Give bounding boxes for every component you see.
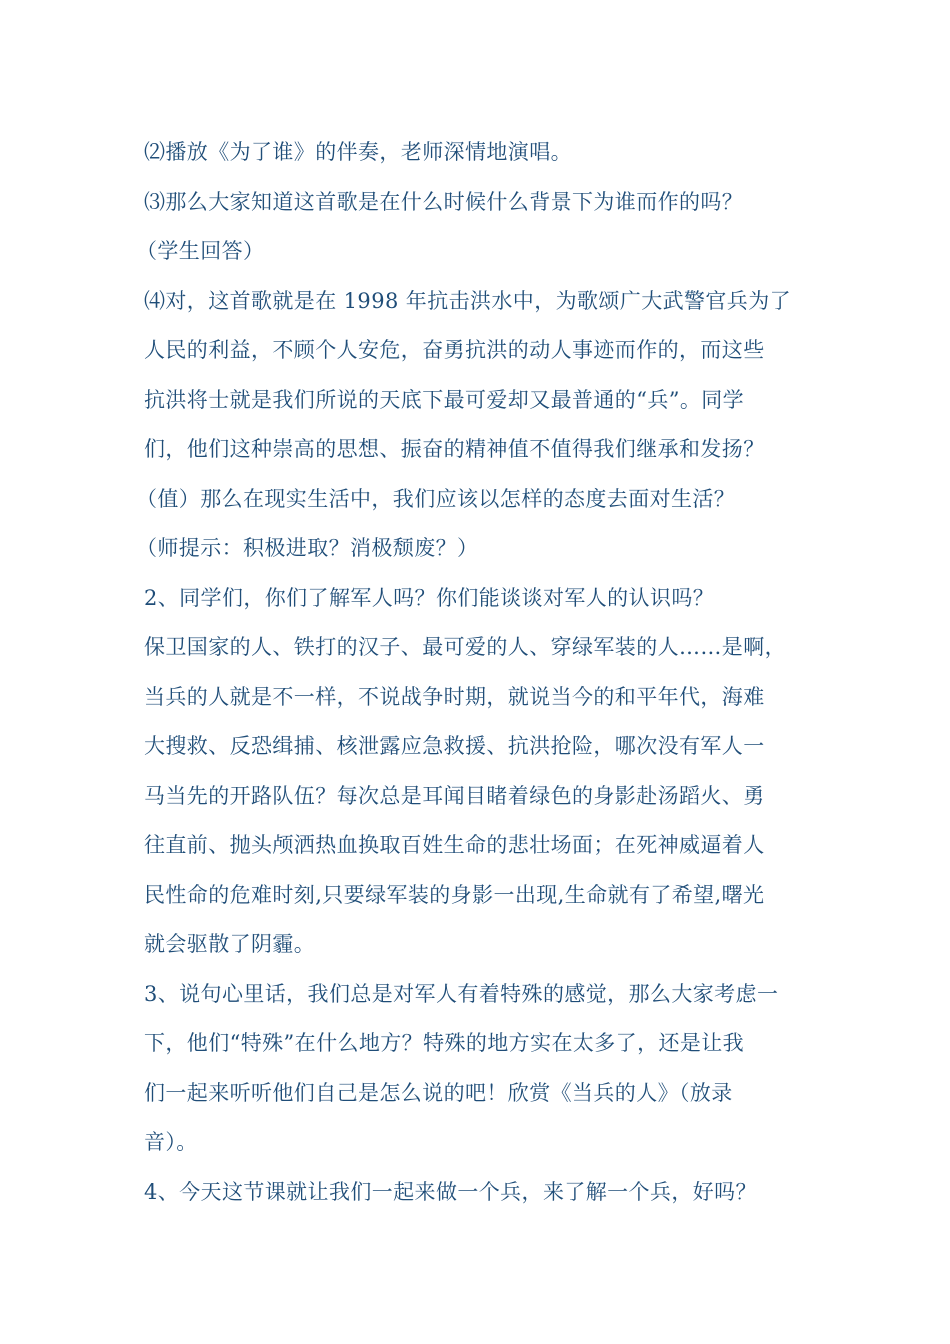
text-line: 往直前、抛头颅洒热血换取百姓生命的悲壮场面；在死神威逼着人 [144, 833, 765, 857]
text-line: 2、同学们，你们了解军人吗？你们能谈谈对军人的认识吗？ [144, 585, 715, 610]
text-line: 马当先的开路队伍？每次总是耳闻目睹着绿色的身影赴汤蹈火、勇 [144, 783, 765, 808]
text-line: 保卫国家的人、铁打的汉子、最可爱的人、穿绿军装的人……是啊， [144, 635, 786, 659]
text-line: 3、说句心里话，我们总是对军人有着特殊的感觉，那么大家考虑一 [144, 981, 779, 1006]
text-line: 抗洪将士就是我们所说的天底下最可爱却又最普通的“兵”。同学 [144, 387, 745, 412]
text-line: 人民的利益，不顾个人安危，奋勇抗洪的动人事迹而作的，而这些 [144, 338, 765, 362]
text-line: 们一起来听听他们自己是怎么说的吧！欣赏《当兵的人》（放录 [144, 1080, 733, 1105]
text-line: 大搜救、反恐缉捕、核泄露应急救援、抗洪抢险，哪次没有军人一 [144, 734, 765, 758]
text-line: ⑷对，这首歌就是在 1998 年抗击洪水中，为歌颂广大武警官兵为了 [144, 288, 791, 313]
text-line: 下，他们“特殊”在什么地方？特殊的地方实在太多了，还是让我 [144, 1031, 745, 1055]
text-line: （值）那么在现实生活中，我们应该以怎样的态度去面对生活？ [136, 486, 736, 511]
text-line: 4、今天这节课就让我们一起来做一个兵，来了解一个兵，好吗？ [144, 1179, 757, 1204]
text-line: 当兵的人就是不一样，不说战争时期，就说当今的和平年代，海难 [144, 684, 765, 709]
text-line: ⑵播放《为了谁》的伴奏，老师深情地演唱。 [144, 140, 572, 164]
text-line: 音）。 [144, 1130, 198, 1154]
text-line: 就会驱散了阴霾。 [144, 932, 316, 956]
text-line: （学生回答） [136, 239, 265, 263]
text-line: 民性命的危难时刻,只要绿军装的身影一出现,生命就有了希望,曙光 [144, 882, 765, 907]
text-line: （师提示：积极进取？消极颓废？） [136, 536, 479, 560]
text-line: ⑶那么大家知道这首歌是在什么时候什么背景下为谁而作的吗？ [144, 189, 744, 214]
text-line: 们，他们这种崇高的思想、振奋的精神值不值得我们继承和发扬？ [144, 437, 765, 461]
document-body [136, 128, 809, 1217]
